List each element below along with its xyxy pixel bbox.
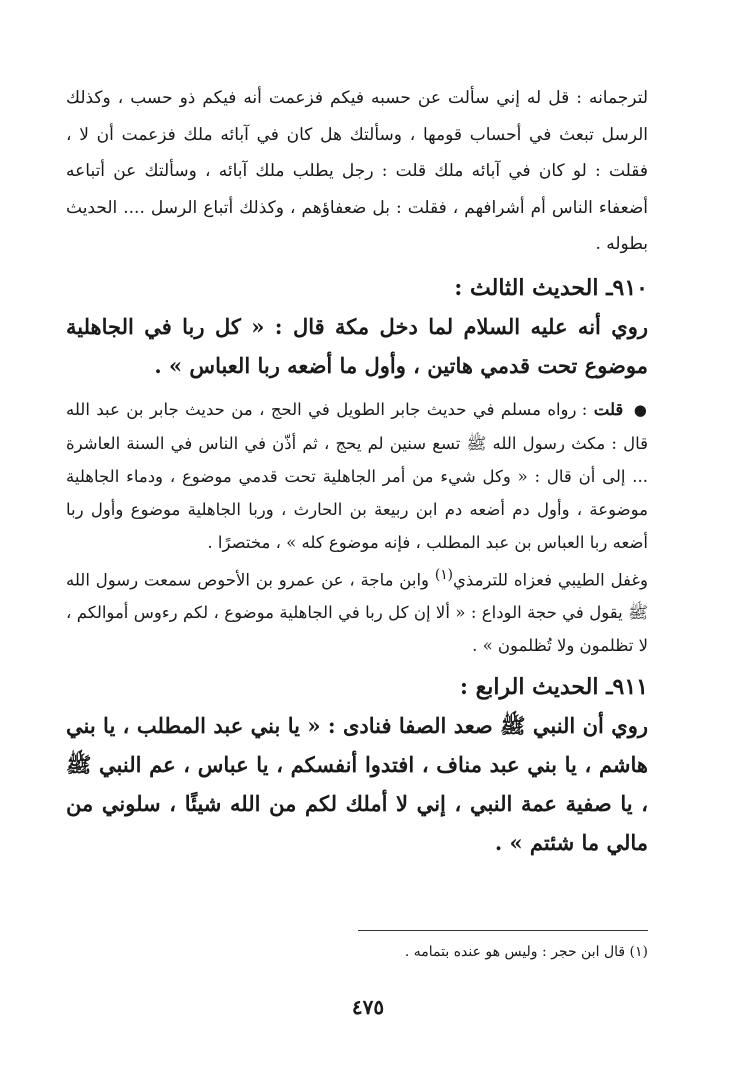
note-text: : رواه مسلم في حديث جابر الطويل في الحج ، من حديث جابر بن عبد الله قال : مكث رسول الله ﷺ تسع سنين لم يحج ، ثم أذّن في الناس في السنة العاشرة ... إلى أن قال : « وكل شيء من أمر الجاهلية تحت قدمي موضوع ، ودماء الجاهلية موضوعة ، وأول دم أضعه دم ابن ربيعة بن الحارث ، وربا الجاهلية موضوع وأول ربا أضعه ربا العباس بن عبد المطلب ، فإنه موضوع كله » ، مختصرًا . bbox=[66, 399, 648, 552]
hadith-910-heading: ٩١٠ـ الحديث الثالث : bbox=[454, 274, 648, 301]
footnote: (١) قال ابن حجر : وليس هو عنده بتمامه . bbox=[404, 944, 648, 960]
note2-before: وغفل الطيبي فعزاه للترمذي bbox=[453, 570, 649, 589]
page-number: ٤٧٥ bbox=[351, 995, 385, 1019]
footnote-ref[interactable]: (١) bbox=[434, 566, 453, 583]
footnote-divider bbox=[358, 930, 648, 931]
note2-after: وابن ماجة ، عن عمرو بن الأحوص سمعت رسول الله ﷺ يقول في حجة الوداع : « ألا إن كل ربا في الجاهلية موضوع ، لكم رءوس أموالكم ، لا تظلمون ولا تُظلمون » . bbox=[66, 570, 648, 655]
hadith-911-heading: ٩١١ـ الحديث الرابع : bbox=[459, 674, 648, 700]
hadith-910-text: روي أنه عليه السلام لما دخل مكة قال : « كل ربا في الجاهلية موضوع تحت قدمي هاتين ، وأول ما أضعه ربا العباس » . bbox=[66, 313, 648, 378]
bullet-icon: ● bbox=[633, 400, 649, 419]
hadith-911-text: روي أن النبي ﷺ صعد الصفا فنادى : « يا بني عبد المطلب ، يا بني هاشم ، يا بني عبد مناف ، افتدوا أنفسكم ، يا عباس ، عم النبي ﷺ ، يا صفية عمة النبي ، إني لا أملك لكم من الله شيئًا ، سلوني من مالي ما شئتم » . bbox=[66, 713, 648, 855]
intro-paragraph: لترجمانه : قل له إني سألت عن حسبه فيكم فزعمت أنه فيكم ذو حسب ، وكذلك الرسل تبعث في أحساب قومها ، وسألتك هل كان في آبائه ملك فزعمت أن لا ، فقلت : لو كان في آبائه ملك قلت : رجل يطلب ملك آبائه ، وسألتك عن أتباعه أضعفاء الناس أم أشرافهم ، فقلت : بل ضعفاؤهم ، وكذلك أتباع الرسل .... الحديث بطوله . bbox=[66, 88, 648, 254]
hadith-910-note bbox=[66, 393, 648, 559]
note-label: قلت bbox=[593, 399, 624, 419]
hadith-910-note-2 bbox=[66, 559, 648, 663]
